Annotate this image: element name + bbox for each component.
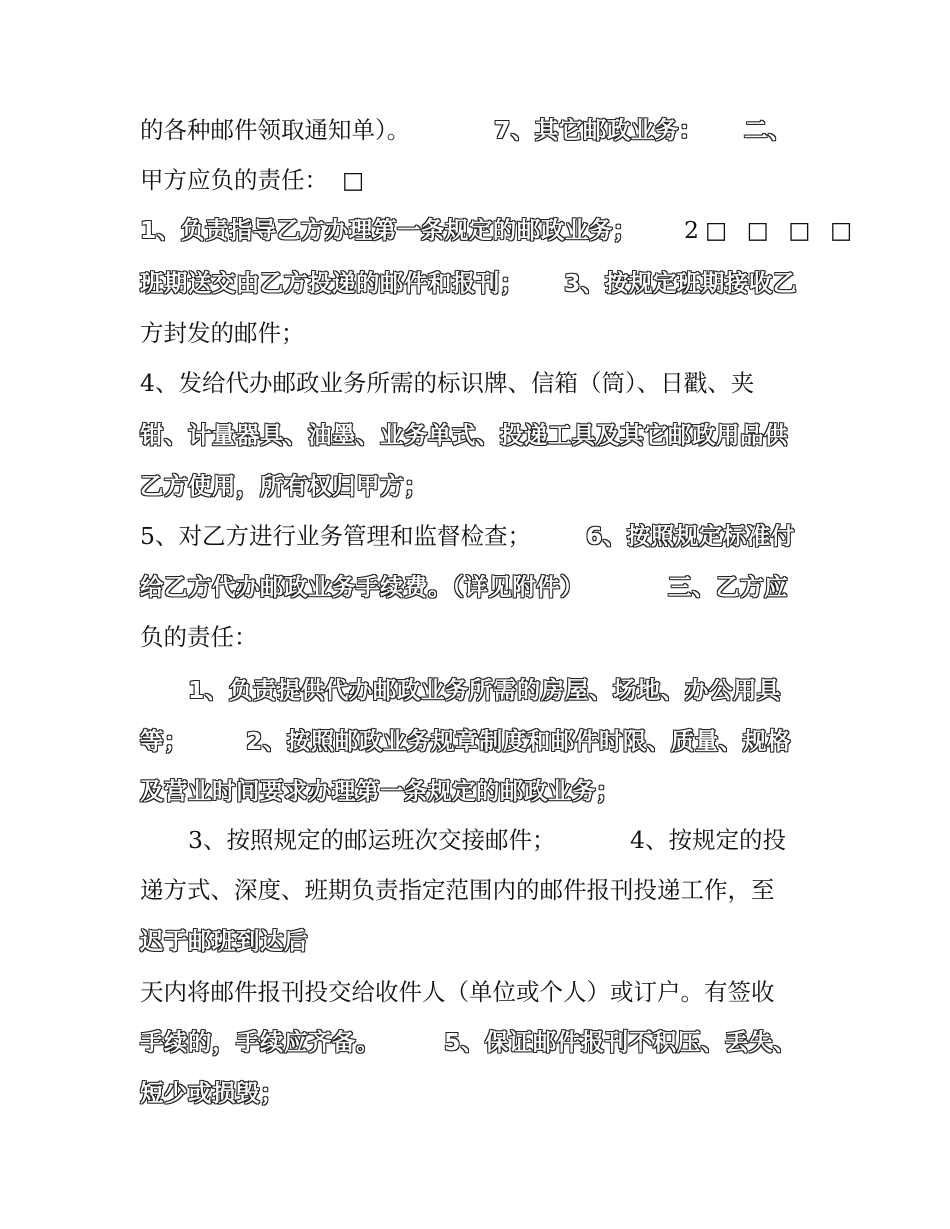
text-run-outlined: 等；	[140, 727, 188, 755]
text-line-10	[0, 567, 950, 607]
text-line-13	[0, 721, 950, 761]
text-run-outlined: 5、保证邮件报刊不积压、丢失、	[444, 1028, 797, 1056]
text-run-outlined: 班期送交由乙方投递的邮件和报刊；	[140, 269, 524, 297]
text-run-outlined: 3、按规定班期接收乙	[564, 269, 797, 297]
text-line-18	[0, 972, 950, 1012]
text-line-17	[0, 921, 950, 961]
text-line-9	[0, 516, 950, 556]
text-run-outlined: 6、按照规定标准付	[586, 522, 795, 550]
text-line-19	[0, 1022, 950, 1062]
text-line-11	[0, 617, 950, 657]
text-run-outlined: 钳、计量器具、油墨、业务单式、投递工具及其它邮政用品供	[140, 421, 788, 449]
text-line-8	[0, 466, 950, 506]
text-run: 递方式、深度、班期负责指定范围内的邮件报刊投递工作，至	[140, 876, 775, 904]
text-run-outlined: 给乙方代办邮政业务手续费。（详见附件）	[140, 573, 585, 601]
text-line-3	[0, 210, 950, 250]
text-run-outlined: 迟于邮班到达后	[140, 927, 308, 955]
text-line-5	[0, 313, 950, 353]
text-run-outlined: 2、按照邮政业务规章制度和邮件时限、质量、规格	[246, 727, 791, 755]
text-run: 甲方应负的责任：	[140, 166, 328, 194]
text-run: 3、按照规定的邮运班次交接邮件；	[188, 826, 556, 854]
text-line-1	[0, 110, 950, 150]
text-line-20	[0, 1073, 950, 1113]
text-run: 4、发给代办邮政业务所需的标识牌、信箱（筒）、日戳、夹	[140, 369, 755, 397]
text-line-12	[0, 670, 950, 710]
text-line-7	[0, 415, 950, 455]
text-line-4	[0, 263, 950, 303]
text-run-outlined: 二、	[744, 116, 792, 144]
text-run-outlined: 三、乙方应	[668, 573, 788, 601]
text-run-outlined: 及营业时间要求办理第一条规定的邮政业务；	[140, 777, 620, 805]
text-run-outlined: 乙方使用，所有权归甲方；	[140, 472, 428, 500]
text-run-outlined: 7、其它邮政业务：	[494, 116, 703, 144]
text-run: 4、按规定的投	[630, 826, 786, 854]
text-line-16	[0, 870, 950, 910]
text-line-15	[0, 820, 950, 860]
text-run-outlined: 1、负责提供代办邮政业务所需的房屋、场地、办公用具	[188, 676, 781, 704]
text-run-outlined: 1、负责指导乙方办理第一条规定的邮政业务；	[140, 216, 637, 244]
text-run: 5、对乙方进行业务管理和监督检查；	[140, 522, 531, 550]
text-line-14	[0, 771, 950, 811]
text-run-outlined: 手续的，手续应齐备。	[140, 1028, 380, 1056]
text-run: 的各种邮件领取通知单）。	[140, 116, 411, 144]
text-run-outlined: 短少或损毁；	[140, 1079, 284, 1107]
text-line-2	[0, 160, 950, 200]
missing-glyph-box: □	[342, 166, 371, 194]
text-run: 方封发的邮件；	[140, 319, 305, 347]
text-run: 天内将邮件报刊投交给收件人（单位或个人）或订户。有签收	[140, 978, 775, 1006]
missing-glyph-box: 2□ □ □ □	[684, 216, 859, 244]
text-line-6	[0, 363, 950, 403]
text-run: 负的责任：	[140, 623, 258, 651]
